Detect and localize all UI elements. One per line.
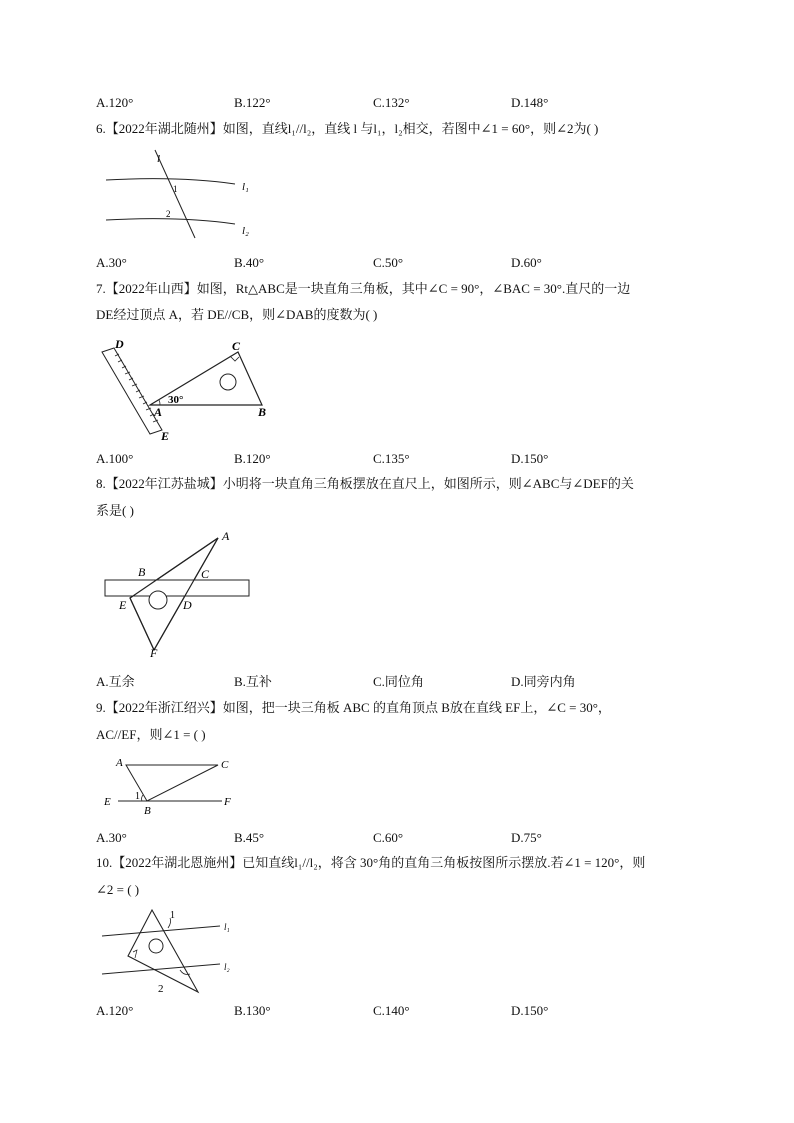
q9-label-b: B — [144, 805, 151, 817]
q9-label-c: C — [221, 759, 229, 771]
q9-stem-line1: 9.【2022年浙江绍兴】如图，把一块三角板 ABC 的直角顶点 B放在直线 EF上，∠C = 30°， — [96, 700, 611, 715]
q10-stem-line2: ∠2 = ( ) — [96, 882, 140, 897]
q10-line-l1 — [102, 926, 220, 936]
q6-option-d: D.60° — [511, 255, 542, 270]
q7-stem-line2: DE经过顶点 A，若 DE//CB，则∠DAB的度数为( ) — [96, 307, 378, 322]
q10-option-d: D.150° — [511, 1003, 549, 1018]
q6-stem: 6.【2022年湖北随州】如图，直线l₁//l₂，直线 l 与l₁，l₂相交，若图中∠1 = 60°，则∠2为( ) — [96, 121, 599, 136]
q7-option-d: D.150° — [511, 451, 549, 466]
q6-label-2: 2 — [166, 209, 171, 219]
q9-label-1: 1 — [135, 791, 140, 802]
q9-angle-arc — [142, 795, 143, 801]
q8-stem-line2: 系是( ) — [96, 503, 134, 518]
q10-triangle — [128, 910, 198, 992]
q9-stem-line2: AC//EF，则∠1 = ( ) — [96, 727, 206, 742]
q9-option-d: D.75° — [511, 830, 542, 845]
q10-option-c: C.140° — [373, 1003, 410, 1018]
q10-label-2: 2 — [158, 983, 164, 995]
q8-option-c: C.同位角 — [373, 674, 424, 689]
q7-label-b: B — [258, 405, 267, 419]
q10-angle2-arc — [180, 970, 190, 975]
q8-label-d: D — [183, 598, 192, 612]
q9-option-b: B.45° — [234, 830, 265, 845]
q7-label-e: E — [161, 429, 170, 443]
q8-label-a: A — [222, 529, 230, 543]
q10-option-b: B.130° — [234, 1003, 271, 1018]
q9-option-a: A.30° — [96, 830, 127, 845]
q7-ruler — [102, 348, 162, 434]
q10-figure — [100, 906, 240, 998]
q8-label-c: C — [201, 567, 210, 581]
q5-option-d: D.148° — [511, 95, 549, 110]
q8-option-a: A.互余 — [96, 674, 135, 689]
q6-label-l2: l₂ — [242, 225, 249, 237]
q9-figure — [100, 753, 245, 819]
q10-stem-line1: 10.【2022年湖北恩施州】已知直线l₁//l₂，将含 30°角的直角三角板按图所示摆放.若∠1 = 120°，则 — [96, 855, 646, 870]
q10-triangle-hole — [149, 939, 163, 953]
q7-option-c: C.135° — [373, 451, 410, 466]
q10-option-a: A.120° — [96, 1003, 134, 1018]
q7-option-a: A.100° — [96, 451, 134, 466]
q6-line-l2 — [106, 219, 235, 224]
q8-label-e: E — [119, 598, 127, 612]
q5-option-b: B.122° — [234, 95, 271, 110]
q7-triangle — [150, 352, 262, 405]
q6-option-a: A.30° — [96, 255, 127, 270]
q5-option-a: A.120° — [96, 95, 134, 110]
q9-option-c: C.60° — [373, 830, 404, 845]
q6-option-c: C.50° — [373, 255, 404, 270]
q7-option-b: B.120° — [234, 451, 271, 466]
q6-option-b: B.40° — [234, 255, 265, 270]
q7-stem-line1: 7.【2022年山西】如图，Rt△ABC是一块直角三角板，其中∠C = 90°，∠BAC = 30°.直尺的一边 — [96, 281, 631, 296]
q8-stem-line1: 8.【2022年江苏盐城】小明将一块直角三角板摆放在直尺上，如图所示，则∠ABC与∠DEF的关 — [96, 476, 634, 491]
q7-label-c: C — [232, 339, 241, 353]
q8-ruler — [105, 580, 249, 596]
q7-label-d: D — [115, 337, 124, 351]
q8-label-f: F — [150, 646, 158, 660]
q10-label-l2: l₂ — [224, 962, 230, 972]
q7-label-a: A — [154, 405, 163, 419]
q10-right-angle-mark — [133, 950, 137, 958]
q9-label-a: A — [116, 757, 123, 769]
q6-label-l: l — [157, 153, 161, 165]
q6-figure — [100, 148, 270, 240]
q9-label-e: E — [104, 796, 111, 808]
q7-label-30: 30° — [168, 394, 184, 406]
q7-figure — [98, 334, 283, 444]
q10-label-l1: l₁ — [224, 922, 230, 932]
q8-triangle-hole — [149, 591, 167, 609]
q6-label-1: 1 — [173, 184, 178, 194]
q8-option-d: D.同旁内角 — [511, 674, 576, 689]
q10-label-1: 1 — [170, 910, 175, 921]
q5-option-c: C.132° — [373, 95, 410, 110]
q6-label-l1: l₁ — [242, 181, 249, 193]
q8-figure — [102, 528, 252, 660]
q8-label-b: B — [138, 565, 146, 579]
q8-option-b: B.互补 — [234, 674, 272, 689]
q6-line-l — [155, 150, 195, 238]
q9-label-f: F — [224, 796, 231, 808]
